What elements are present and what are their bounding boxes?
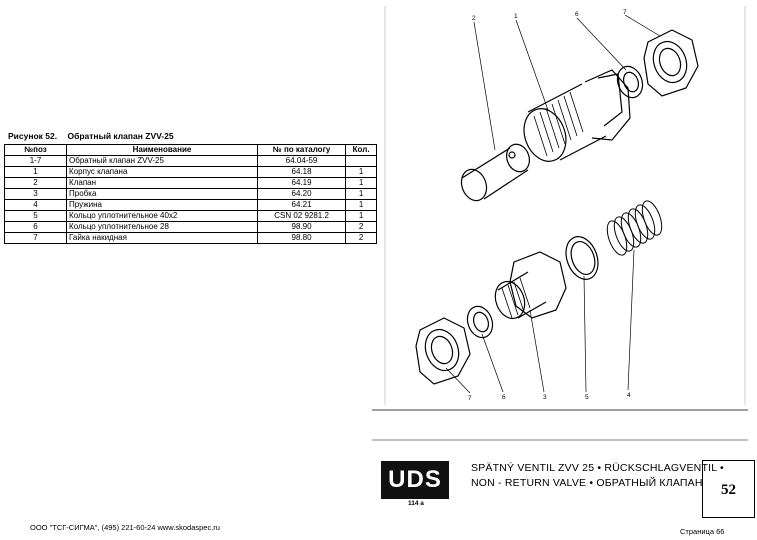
col-header-name: Наименование [67,145,258,156]
callout-label: 2 [472,15,476,22]
sheet-code: 114 a [408,500,424,507]
title-block-line-2: NON - RETURN VALVE • ОБРАТНЫЙ КЛАПАН [471,477,703,489]
cell-name: Кольцо уплотнительное 28 [67,222,258,233]
callout-label: 7 [468,395,472,402]
callout-label: 6 [502,394,506,401]
cell-pos: 5 [5,211,67,222]
callout-label: 1 [514,13,518,20]
cell-pos: 3 [5,189,67,200]
cell-catalog: 98.90 [257,222,345,233]
cell-catalog: 98.80 [257,233,345,244]
cell-catalog: 64.19 [257,178,345,189]
cell-catalog: 64.21 [257,200,345,211]
title-block-line-1: SPÄTNÝ VENTIL ZVV 25 • RÜCKSCHLAGVENTIL • [471,462,724,474]
cell-pos: 1-7 [5,156,67,167]
col-header-pos: №поз [5,145,67,156]
cell-catalog: CSN 02 9281.2 [257,211,345,222]
cell-catalog: 64.04-59 [257,156,345,167]
cell-qty: 1 [346,178,377,189]
cell-qty: 1 [346,200,377,211]
o-ring-part [463,303,496,341]
figure-number: Рисунок 52. [8,131,58,141]
footer-company: ООО "ТСГ-СИГМА", (495) 221-60-24 www.skodaspec.ru [30,523,220,532]
cell-name: Клапан [67,178,258,189]
figure-title: Обратный клапан ZVV-25 [67,131,174,141]
cell-pos: 1 [5,167,67,178]
cell-catalog: 64.18 [257,167,345,178]
cell-name: Пружина [67,200,258,211]
cell-qty: 1 [346,189,377,200]
callout-label: 5 [585,394,589,401]
callout-label: 6 [575,11,579,18]
col-header-qty: Кол. [346,145,377,156]
cell-name: Обратный клапан ZVV-25 [67,156,258,167]
cell-pos: 2 [5,178,67,189]
cell-catalog: 64.20 [257,189,345,200]
cell-name: Пробка [67,189,258,200]
cell-name: Гайка накидная [67,233,258,244]
cell-pos: 7 [5,233,67,244]
plug-part [490,252,566,323]
cell-name: Корпус клапана [67,167,258,178]
cell-name: Кольцо уплотнительное 40х2 [67,211,258,222]
spring-part [603,198,665,257]
cell-pos: 6 [5,222,67,233]
cell-qty: 2 [346,233,377,244]
callout-label: 4 [627,392,631,399]
sheet-page-number: 52 [702,460,755,518]
callout-label: 3 [543,394,547,401]
cap-nut-part [644,30,698,96]
callout-label: 7 [623,9,627,16]
footer-page-number: Страница 66 [680,527,725,536]
cell-qty: 1 [346,167,377,178]
col-header-catalog: № по каталогу [257,145,345,156]
large-o-ring-part [560,232,603,284]
valve-part [457,141,533,204]
cap-nut-part [416,318,470,384]
cell-qty: 2 [346,222,377,233]
uds-logo: UDS [381,461,449,499]
cell-pos: 4 [5,200,67,211]
valve-body-part [517,70,630,167]
cell-qty: 1 [346,211,377,222]
